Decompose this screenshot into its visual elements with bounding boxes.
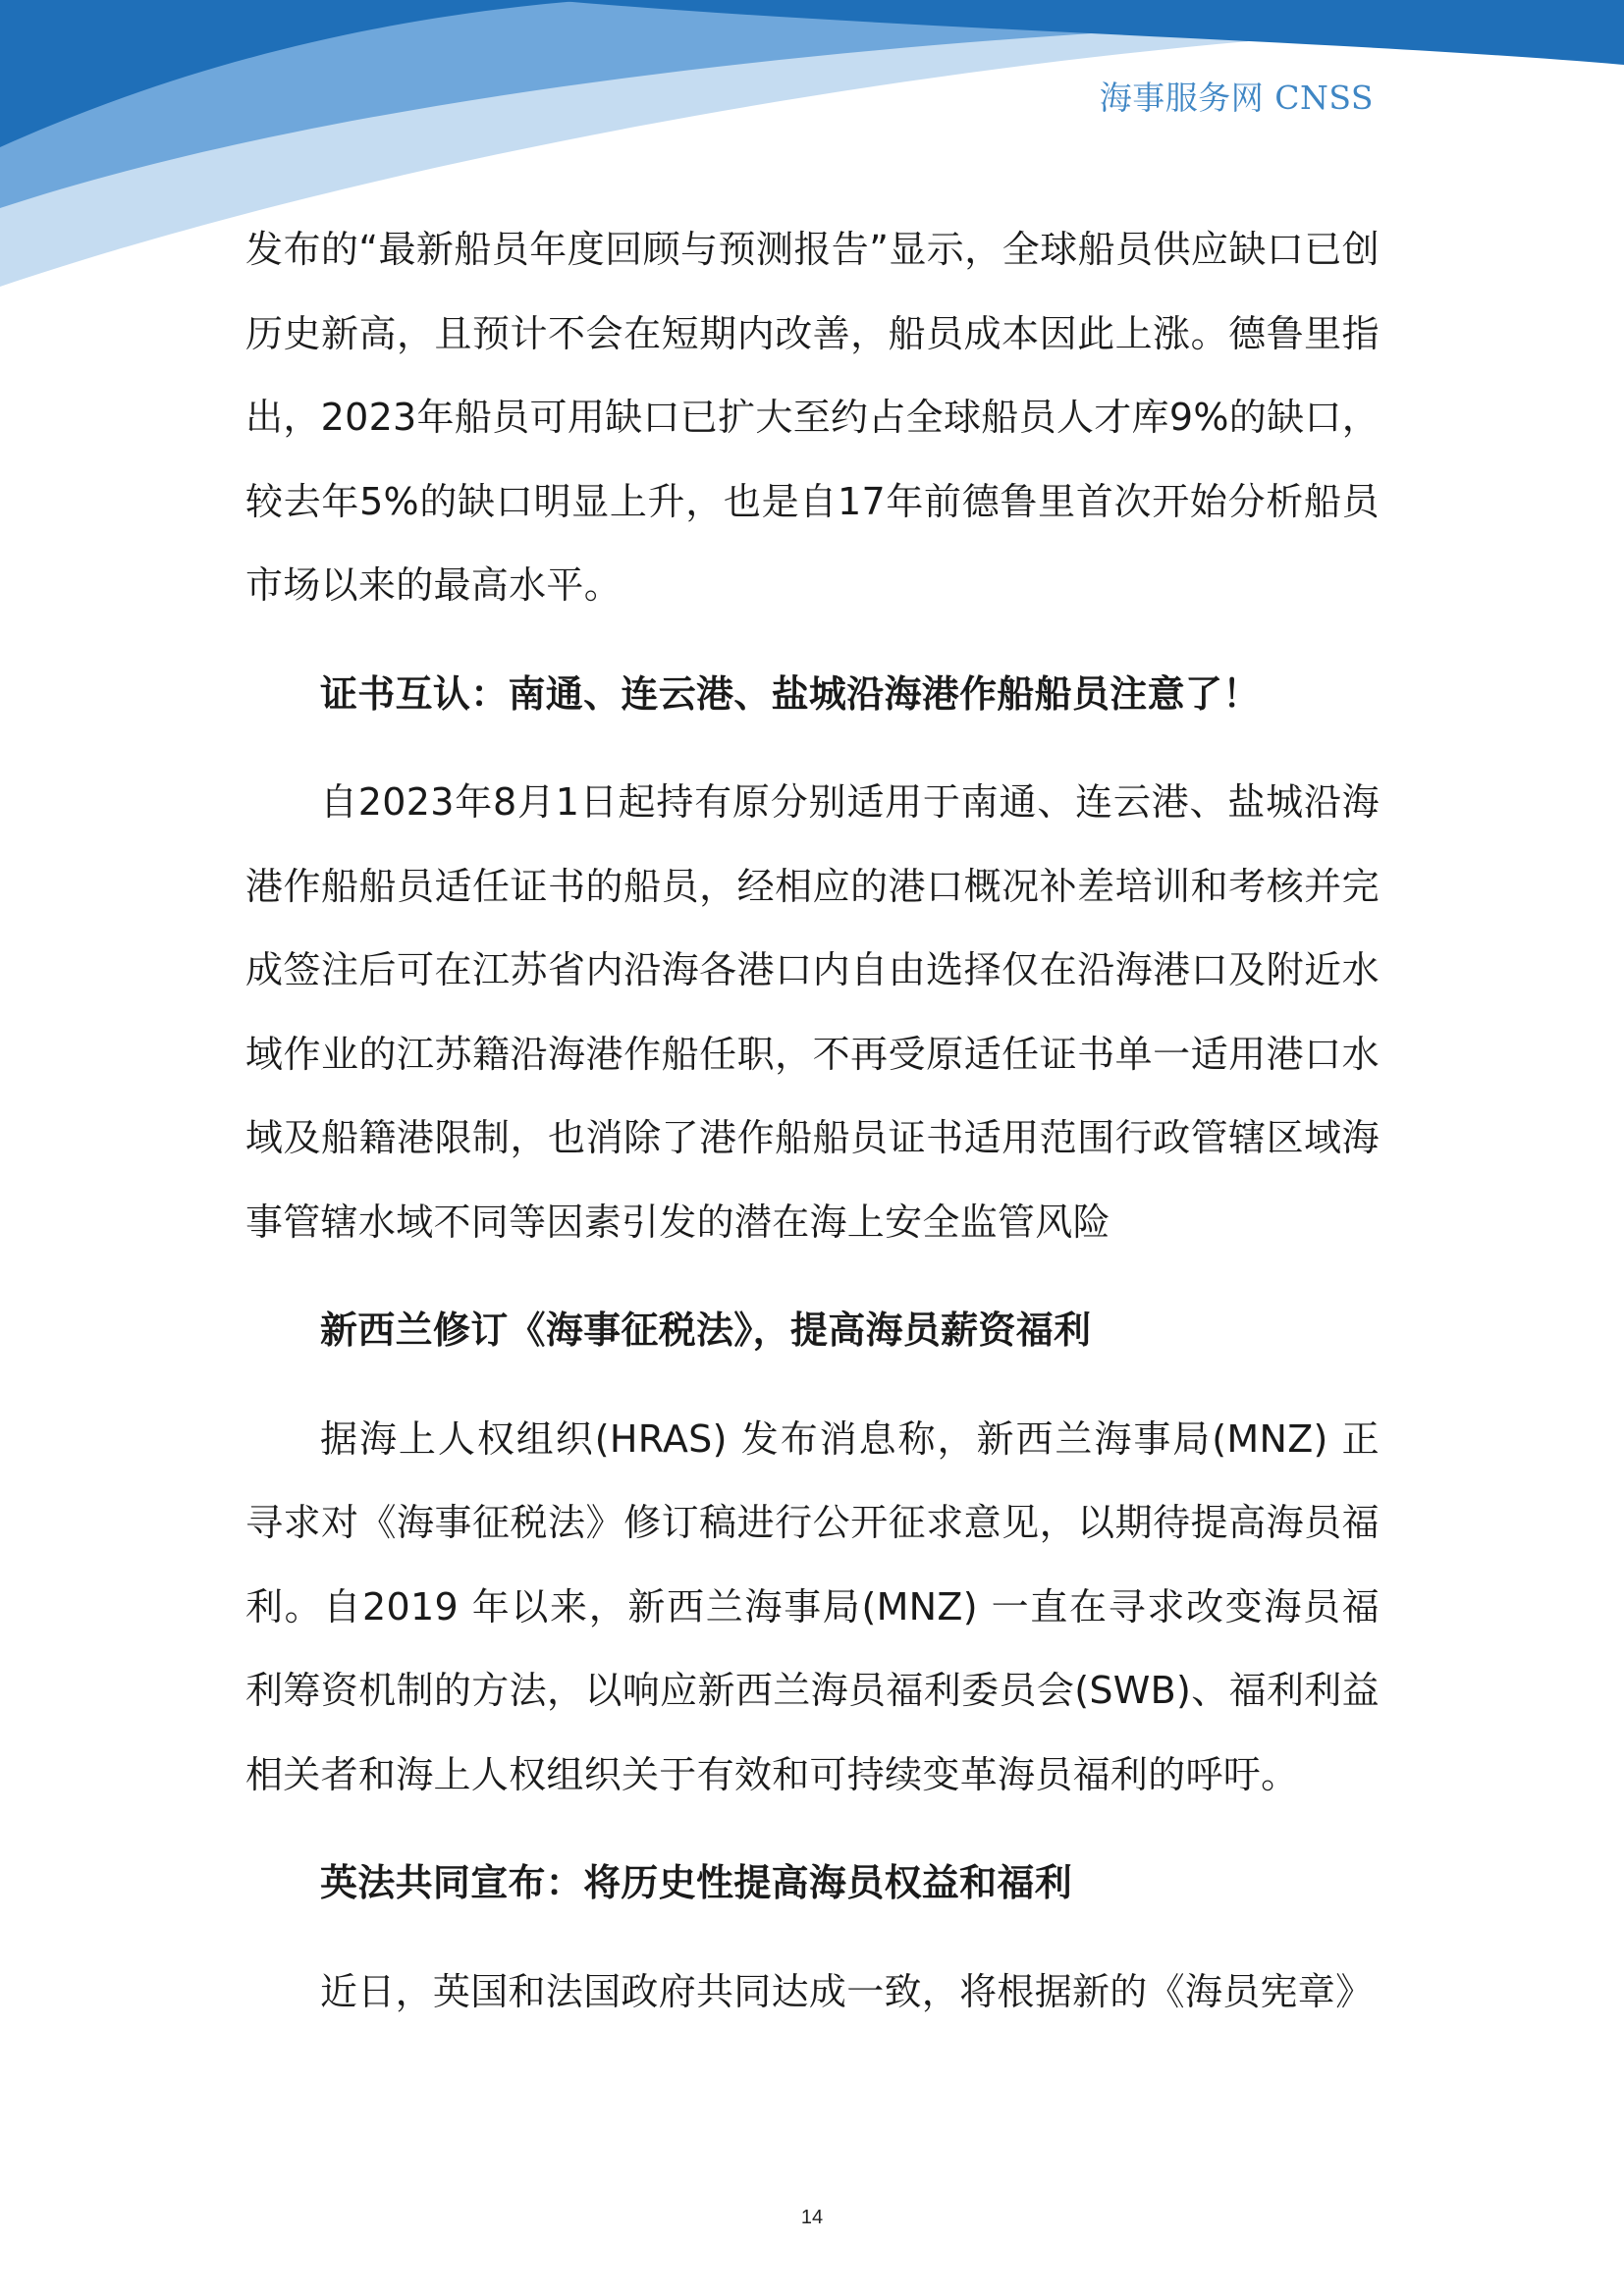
paragraph-certificates: 自2023年8月1日起持有原分别适用于南通、连云港、盐城沿海港作船船员适任证书的船员，经相应的港口概况补差培训和考核并完成签注后可在江苏省内沿海各港口内自由选择仅在沿海港口及附近水域作业的江苏籍沿海港作船任职，不再受原适任证书单一适用港口水域及船籍港限制，也消除了港作船船员证书适用范围行政管辖区域海事管辖水域不同等因素引发的潜在海上安全监管风险 <box>245 780 1380 1244</box>
section-certificates <box>245 653 1380 1265</box>
section-uk-france <box>245 1842 1380 2034</box>
paragraph-uk-france: 近日，英国和法国政府共同达成一致，将根据新的《海员宪章》 <box>320 1969 1374 2013</box>
brand-title: 海事服务网 CNSS <box>1099 79 1374 117</box>
article-body <box>245 208 1380 2034</box>
heading-new-zealand: 新西兰修订《海事征税法》，提高海员薪资福利 <box>320 1308 1092 1352</box>
paragraph-new-zealand: 据海上人权组织(HRAS) 发布消息称，新西兰海事局(MNZ) 正寻求对《海事征税法》修订稿进行公开征求意见，以期待提高海员福利。自2019 年以来，新西兰海事局(MNZ) 一直在寻求改变海员福利筹资机制的方法，以响应新西兰海员福利委员会(SWB)、福利利益相关者和海上人权组织关于有效和可持续变革海员福利的呼吁。 <box>245 1416 1380 1796</box>
section-new-zealand <box>245 1289 1380 1817</box>
section-intro <box>245 208 1380 628</box>
page-number: 14 <box>800 2207 824 2228</box>
paragraph-intro: 发布的“最新船员年度回顾与预测报告”显示，全球船员供应缺口已创历史新高，且预计不会在短期内改善，船员成本因此上涨。德鲁里指出，2023年船员可用缺口已扩大至约占全球船员人才库9%的缺口，较去年5%的缺口明显上升，也是自17年前德鲁里首次开始分析船员市场以来的最高水平。 <box>245 228 1380 607</box>
heading-certificates: 证书互认：南通、连云港、盐城沿海港作船船员注意了！ <box>320 671 1261 716</box>
heading-uk-france: 英法共同宣布：将历史性提高海员权益和福利 <box>320 1861 1073 1904</box>
